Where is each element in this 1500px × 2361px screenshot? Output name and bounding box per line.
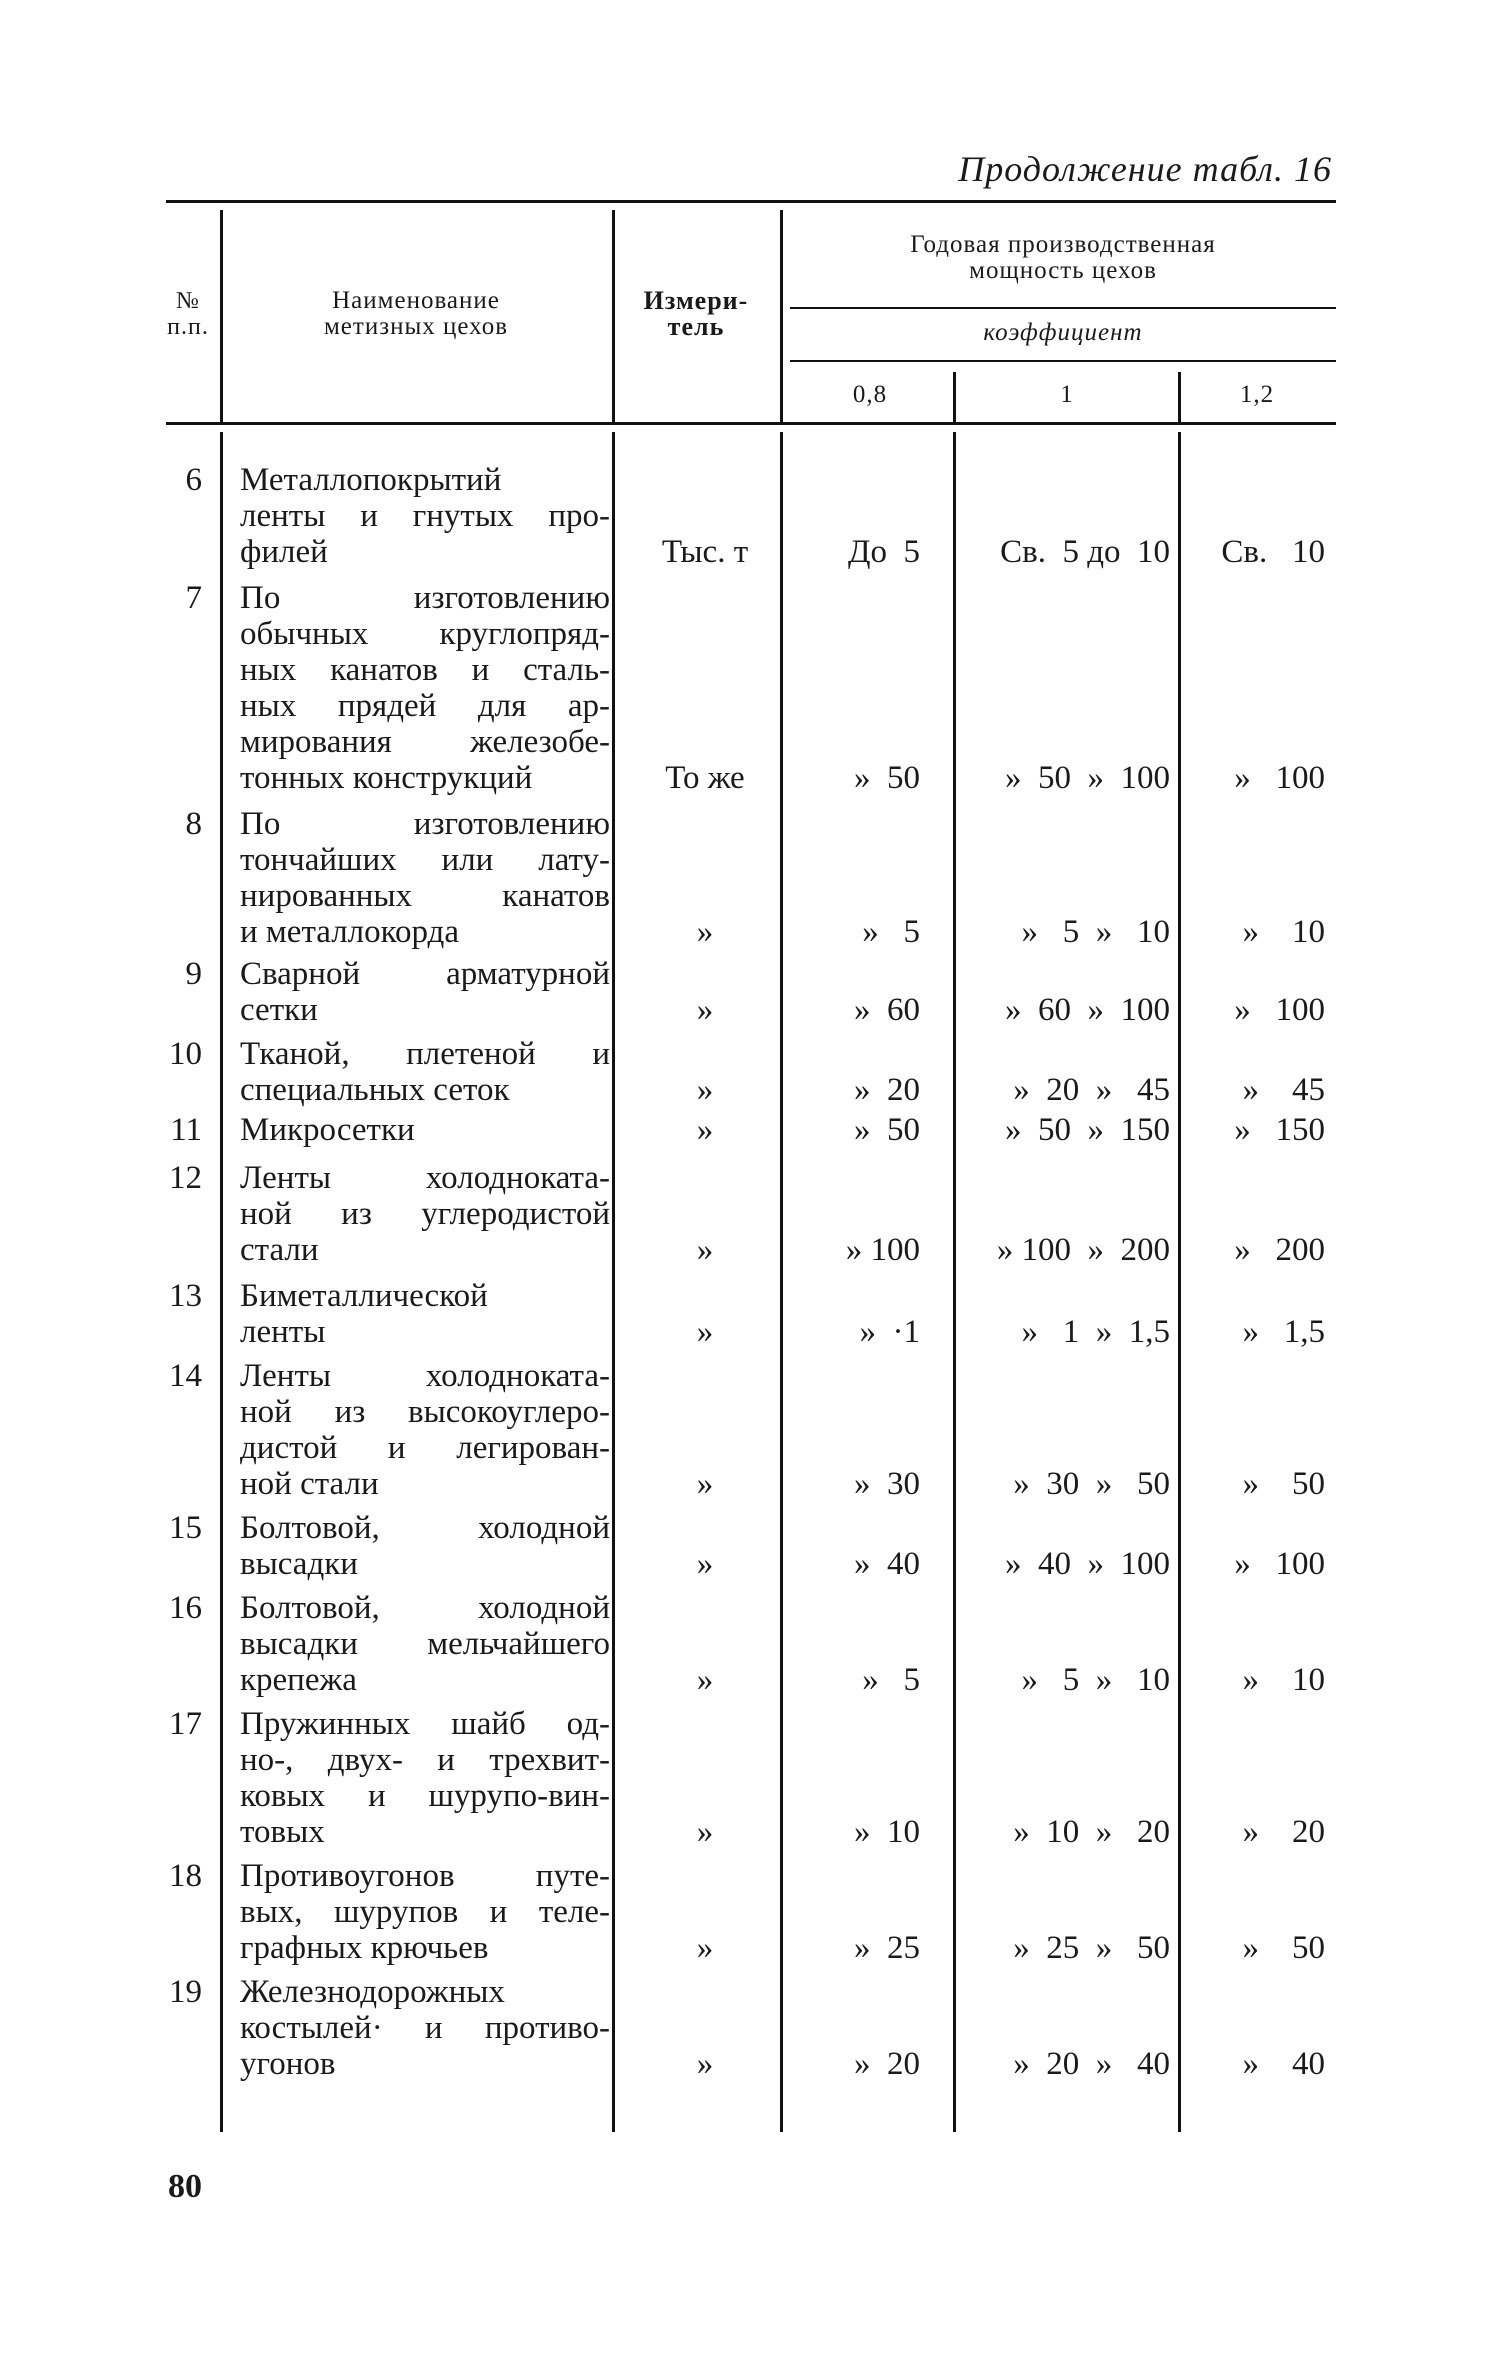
row-name-line: тончайших или лату- — [240, 842, 610, 878]
row-name-line: нированных канатов — [240, 878, 610, 914]
body-divider — [1178, 432, 1181, 2132]
row-name-line: Пружинных шайб од- — [240, 1706, 610, 1742]
row-unit: » — [696, 914, 714, 950]
row-name-line: Противоугонов путе- — [240, 1858, 610, 1894]
row-number: 9 — [185, 956, 202, 992]
row-name-line: но-, двух- и трехвит- — [240, 1742, 610, 1778]
header-bottom-rule — [166, 422, 1336, 425]
row-value-coef-1.2: Св. 10 — [1221, 534, 1325, 570]
row-unit: » — [696, 1814, 714, 1850]
row-value-coef-1: » 5 » 10 — [1021, 1662, 1170, 1698]
row-value-coef-1.2: » 50 — [1242, 1930, 1325, 1966]
row-name-line: товых — [240, 1814, 325, 1850]
row-name-line: Сварной арматурной — [240, 956, 610, 992]
row-name — [240, 1160, 610, 1268]
row-number: 16 — [169, 1590, 202, 1626]
row-value-coef-0.8: » ·1 — [859, 1314, 920, 1350]
row-value-coef-0.8: » 5 — [862, 914, 920, 950]
row-value-coef-1: » 20 » 45 — [1013, 1072, 1170, 1108]
row-name — [240, 956, 610, 1028]
row-unit: » — [696, 1072, 714, 1108]
row-name-line: Биметаллической — [240, 1278, 488, 1314]
row-value-coef-1: » 50 » 100 — [1005, 760, 1170, 796]
row-name — [240, 1036, 610, 1108]
row-name — [240, 1112, 610, 1148]
row-value-coef-1.2: » 100 — [1234, 1546, 1325, 1582]
row-name-line: филей — [240, 534, 328, 570]
header-divider — [1178, 372, 1181, 422]
row-value-coef-0.8: До 5 — [847, 534, 920, 570]
row-name-line: вых, шурупов и теле- — [240, 1894, 610, 1930]
row-unit: » — [696, 1112, 714, 1148]
row-name-line: и металлокорда — [240, 914, 459, 950]
row-value-coef-1.2: » 45 — [1242, 1072, 1325, 1108]
page-number: 80 — [168, 2168, 202, 2205]
row-number: 14 — [169, 1358, 202, 1394]
header-capacity: Годовая производственная мощность цехов — [910, 231, 1216, 284]
row-value-coef-0.8: » 20 — [854, 2046, 920, 2082]
row-name-line: Металлопокрытий — [240, 462, 502, 498]
row-unit: Тыс. т — [661, 534, 749, 570]
body-divider — [612, 432, 615, 2132]
row-unit: » — [696, 992, 714, 1028]
row-name-line: ной из высокоуглеро- — [240, 1394, 610, 1430]
row-name-line: обычных круглопряд- — [240, 616, 610, 652]
row-value-coef-1: » 20 » 40 — [1013, 2046, 1170, 2082]
row-number: 17 — [169, 1706, 202, 1742]
row-unit: » — [696, 1232, 714, 1268]
header-coef-1: 1 — [1060, 381, 1074, 408]
row-name — [240, 580, 610, 796]
coef-top-rule — [790, 307, 1336, 309]
row-name-line: Железнодорожных — [240, 1974, 505, 2010]
row-name-line: крепежа — [240, 1662, 357, 1698]
row-number: 13 — [169, 1278, 202, 1314]
row-unit: » — [696, 1662, 714, 1698]
row-value-coef-1: » 5 » 10 — [1021, 914, 1170, 950]
row-value-coef-1: » 50 » 150 — [1005, 1112, 1170, 1148]
row-name — [240, 1858, 610, 1966]
header-coef-label: коэффициент — [983, 319, 1143, 346]
header-coef-2: 1,2 — [1239, 381, 1275, 408]
body-divider — [953, 432, 956, 2132]
row-value-coef-1: » 30 » 50 — [1013, 1466, 1170, 1502]
row-name-line: ленты — [240, 1314, 326, 1350]
row-name — [240, 1278, 610, 1350]
row-number: 15 — [169, 1510, 202, 1546]
row-number: 12 — [169, 1160, 202, 1196]
row-value-coef-1: » 100 » 200 — [996, 1232, 1170, 1268]
header-divider — [780, 210, 783, 422]
row-unit: » — [696, 2046, 714, 2082]
row-name-line: мирования железобе- — [240, 724, 610, 760]
row-value-coef-1: » 40 » 100 — [1005, 1546, 1170, 1582]
row-number: 6 — [185, 462, 202, 498]
row-number: 18 — [169, 1858, 202, 1894]
header-divider — [220, 210, 223, 422]
row-name-line: ных прядей для ар- — [240, 688, 610, 724]
row-unit: » — [696, 1314, 714, 1350]
row-value-coef-0.8: » 100 — [845, 1232, 920, 1268]
row-value-coef-1.2: » 200 — [1234, 1232, 1325, 1268]
row-name — [240, 1974, 610, 2082]
row-value-coef-0.8: » 50 — [854, 1112, 920, 1148]
row-name-line: специальных сеток — [240, 1072, 510, 1108]
row-value-coef-1.2: » 100 — [1234, 992, 1325, 1028]
row-name-line: Болтовой, холодной — [240, 1510, 610, 1546]
row-name-line: Болтовой, холодной — [240, 1590, 610, 1626]
row-value-coef-1: Св. 5 до 10 — [1000, 534, 1170, 570]
row-value-coef-1: » 25 » 50 — [1013, 1930, 1170, 1966]
header-unit: Измери- тель — [643, 286, 749, 341]
row-value-coef-0.8: » 40 — [854, 1546, 920, 1582]
row-name-line: стали — [240, 1232, 319, 1268]
body-divider — [780, 432, 783, 2132]
header-divider — [612, 210, 615, 422]
body-divider — [220, 432, 223, 2132]
row-name-line: высадки — [240, 1546, 358, 1582]
row-name-line: ной из углеродистой — [240, 1196, 610, 1232]
row-value-coef-0.8: » 10 — [854, 1814, 920, 1850]
row-value-coef-0.8: » 50 — [854, 760, 920, 796]
row-value-coef-1: » 10 » 20 — [1013, 1814, 1170, 1850]
row-number: 8 — [185, 806, 202, 842]
row-name-line: костылей· и противо- — [240, 2010, 610, 2046]
row-name — [240, 1358, 610, 1502]
row-name-line: По изготовлению — [240, 580, 610, 616]
row-name-line: угонов — [240, 2046, 336, 2082]
row-name-line: ленты и гнутых про- — [240, 498, 610, 534]
row-name-line: Микросетки — [240, 1112, 415, 1148]
row-name — [240, 806, 610, 950]
header-num: № п.п. — [167, 288, 209, 340]
row-unit: » — [696, 1466, 714, 1502]
header-divider — [953, 372, 956, 422]
row-value-coef-1.2: » 10 — [1242, 914, 1325, 950]
row-name-line: ной стали — [240, 1466, 379, 1502]
row-value-coef-0.8: » 20 — [854, 1072, 920, 1108]
row-value-coef-0.8: » 25 — [854, 1930, 920, 1966]
row-name-line: ных канатов и сталь- — [240, 652, 610, 688]
row-value-coef-0.8: » 30 — [854, 1466, 920, 1502]
table-caption: Продолжение табл. 16 — [958, 149, 1332, 189]
row-value-coef-1.2: » 20 — [1242, 1814, 1325, 1850]
header-coef-0: 0,8 — [852, 381, 888, 408]
row-value-coef-1: » 1 » 1,5 — [1021, 1314, 1170, 1350]
row-number: 10 — [169, 1036, 202, 1072]
row-name-line: тонных конструкций — [240, 760, 533, 796]
row-name — [240, 1510, 610, 1582]
row-name-line: ковых и шурупо-вин- — [240, 1778, 610, 1814]
row-value-coef-0.8: » 5 — [862, 1662, 920, 1698]
row-name — [240, 462, 610, 570]
row-name-line: графных крючьев — [240, 1930, 489, 1966]
row-value-coef-1.2: » 100 — [1234, 760, 1325, 796]
row-name — [240, 1706, 610, 1850]
row-unit: » — [696, 1930, 714, 1966]
row-value-coef-0.8: » 60 — [854, 992, 920, 1028]
row-unit: » — [696, 1546, 714, 1582]
row-number: 19 — [169, 1974, 202, 2010]
row-value-coef-1.2: » 150 — [1234, 1112, 1325, 1148]
row-name-line: высадки мельчайшего — [240, 1626, 610, 1662]
row-number: 11 — [170, 1112, 202, 1148]
row-number: 7 — [185, 580, 202, 616]
row-value-coef-1: » 60 » 100 — [1005, 992, 1170, 1028]
row-name-line: дистой и легирован- — [240, 1430, 610, 1466]
row-name-line: сетки — [240, 992, 318, 1028]
row-name-line: По изготовлению — [240, 806, 610, 842]
row-unit: То же — [665, 760, 745, 796]
row-name — [240, 1590, 610, 1698]
row-name-line: Ленты холодноката- — [240, 1160, 610, 1196]
row-value-coef-1.2: » 1,5 — [1242, 1314, 1325, 1350]
row-name-line: Тканой, плетеной и — [240, 1036, 610, 1072]
row-value-coef-1.2: » 40 — [1242, 2046, 1325, 2082]
row-value-coef-1.2: » 50 — [1242, 1466, 1325, 1502]
top-rule — [166, 200, 1336, 203]
row-value-coef-1.2: » 10 — [1242, 1662, 1325, 1698]
row-name-line: Ленты холодноката- — [240, 1358, 610, 1394]
header-name: Наименование метизных цехов — [323, 287, 509, 340]
coef-bottom-rule — [790, 360, 1336, 362]
